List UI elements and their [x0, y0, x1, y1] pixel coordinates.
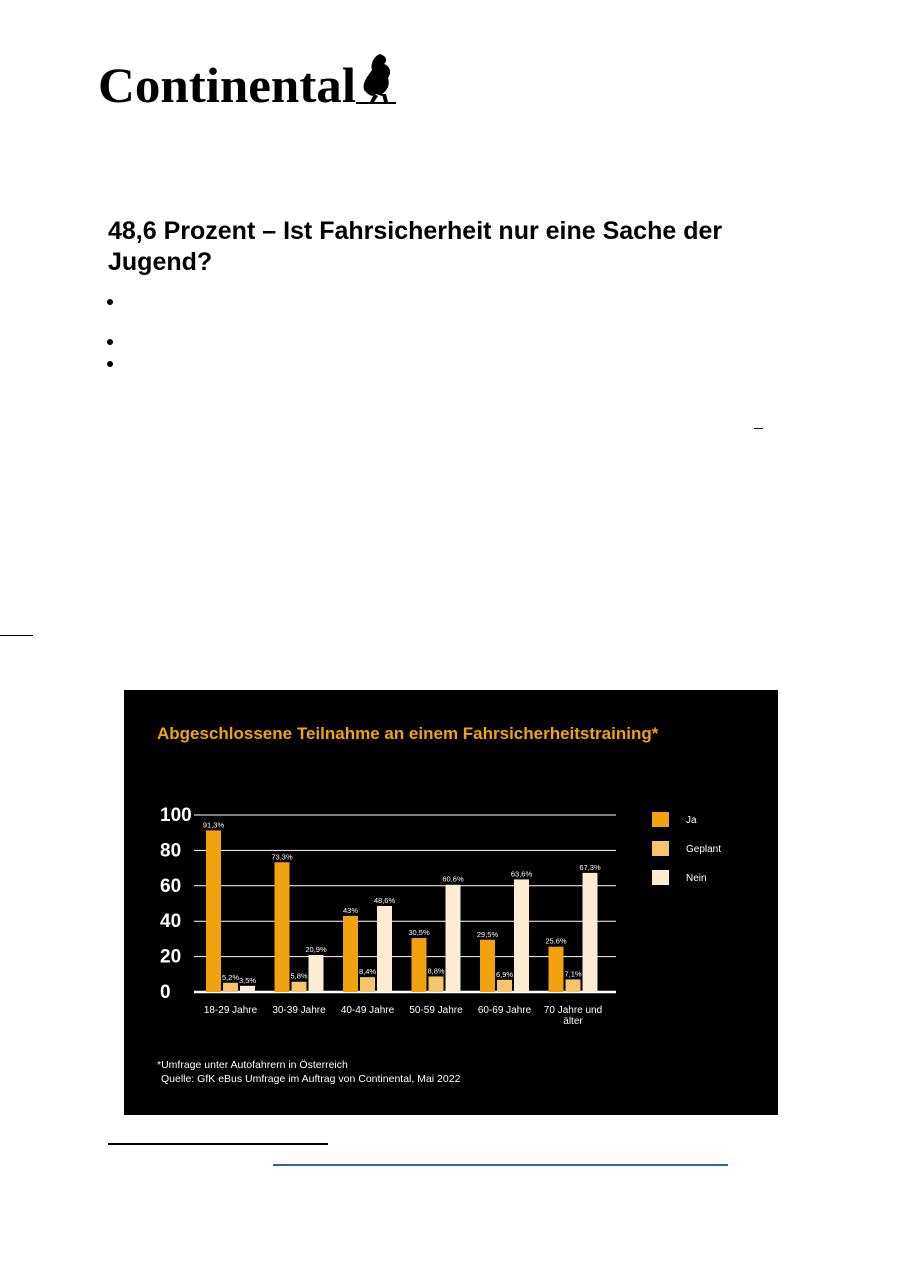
bullet-point: [107, 339, 115, 347]
x-tick-label: älter: [563, 1016, 583, 1027]
data-label: 30,5%: [408, 928, 430, 938]
bullet-point: [107, 361, 115, 369]
data-label: 5,2%: [221, 972, 240, 982]
x-tick-label: 50-59 Jahre: [409, 1005, 463, 1016]
footnote-separator: [108, 1143, 328, 1145]
data-label: 8,4%: [358, 967, 377, 977]
bar-nein: [446, 885, 461, 992]
chart-source: Quelle: GfK eBus Umfrage im Auftrag von Continental, Mai 2022: [161, 1073, 461, 1085]
y-tick-label: 40: [160, 911, 182, 933]
data-label: 48,6%: [373, 895, 396, 905]
page-title: 48,6 Prozent – Ist Fahrsicherheit nur eine Sache der Jugend?: [108, 217, 723, 276]
x-tick-label: 70 Jahre und: [543, 1005, 603, 1016]
data-label: 60,6%: [442, 874, 464, 884]
text-dash: [754, 428, 763, 429]
data-label: 29,5%: [476, 929, 499, 939]
y-tick-label: 100: [160, 805, 192, 826]
bar-nein: [583, 873, 598, 992]
bar-geplant: [360, 977, 375, 992]
bar-ja: [343, 916, 358, 992]
bar-ja: [480, 940, 495, 992]
legend-swatch: [652, 870, 669, 885]
hyperlink-underline[interactable]: [273, 1164, 728, 1166]
x-tick-label: 40-49 Jahre: [340, 1005, 395, 1016]
bar-geplant: [497, 980, 512, 992]
data-label: 8,8%: [427, 966, 445, 976]
rearing-horse-icon: [364, 54, 390, 102]
chart-canvas: [124, 690, 778, 1115]
bar-chart: [124, 690, 778, 1115]
y-tick-label: 80: [160, 840, 182, 862]
data-label: 20,9%: [305, 945, 327, 955]
data-label: 63,6%: [510, 869, 533, 879]
data-label: 43%: [342, 905, 359, 915]
continental-logo: [98, 50, 398, 110]
bar-ja: [206, 830, 221, 992]
bar-geplant: [223, 983, 238, 992]
legend-swatch: [652, 841, 669, 856]
data-label: 6,9%: [495, 969, 514, 979]
x-tick-label: 30-39 Jahre: [272, 1005, 326, 1016]
bar-ja: [412, 938, 427, 992]
bar-nein: [309, 955, 324, 992]
legend-label: Geplant: [686, 844, 722, 855]
bar-nein: [240, 986, 255, 992]
data-label: 73,3%: [271, 852, 293, 862]
legend-label: Ja: [686, 815, 697, 826]
bar-nein: [377, 906, 392, 992]
logo-underline: [356, 102, 396, 104]
data-label: 67,3%: [579, 862, 601, 872]
legend-swatch: [652, 812, 669, 827]
bar-geplant: [566, 979, 581, 992]
data-label: 91,3%: [202, 820, 225, 830]
y-tick-label: 20: [160, 946, 182, 968]
chart-title: Abgeschlossene Teilnahme an einem Fahrsicherheitstraining*: [157, 724, 659, 743]
chart-footnote: *Umfrage unter Autofahrern in Österreich: [157, 1059, 348, 1071]
bar-ja: [275, 862, 290, 992]
legend-label: Nein: [686, 873, 707, 884]
bar-nein: [514, 879, 529, 992]
logo-wordmark: Continental: [98, 57, 357, 110]
data-label: 5,8%: [290, 971, 308, 981]
data-label: 3,5%: [238, 975, 257, 985]
bar-geplant: [429, 976, 444, 992]
bar-geplant: [292, 982, 307, 992]
data-label: 25,6%: [545, 936, 567, 946]
bullet-point: [107, 299, 115, 307]
bar-ja: [549, 947, 564, 992]
y-tick-label: 0: [160, 982, 171, 1003]
margin-rule: [0, 635, 33, 636]
x-tick-label: 18-29 Jahre: [203, 1005, 258, 1016]
x-tick-label: 60-69 Jahre: [477, 1005, 532, 1016]
y-tick-label: 60: [160, 875, 182, 897]
data-label: 7,1%: [564, 969, 582, 979]
